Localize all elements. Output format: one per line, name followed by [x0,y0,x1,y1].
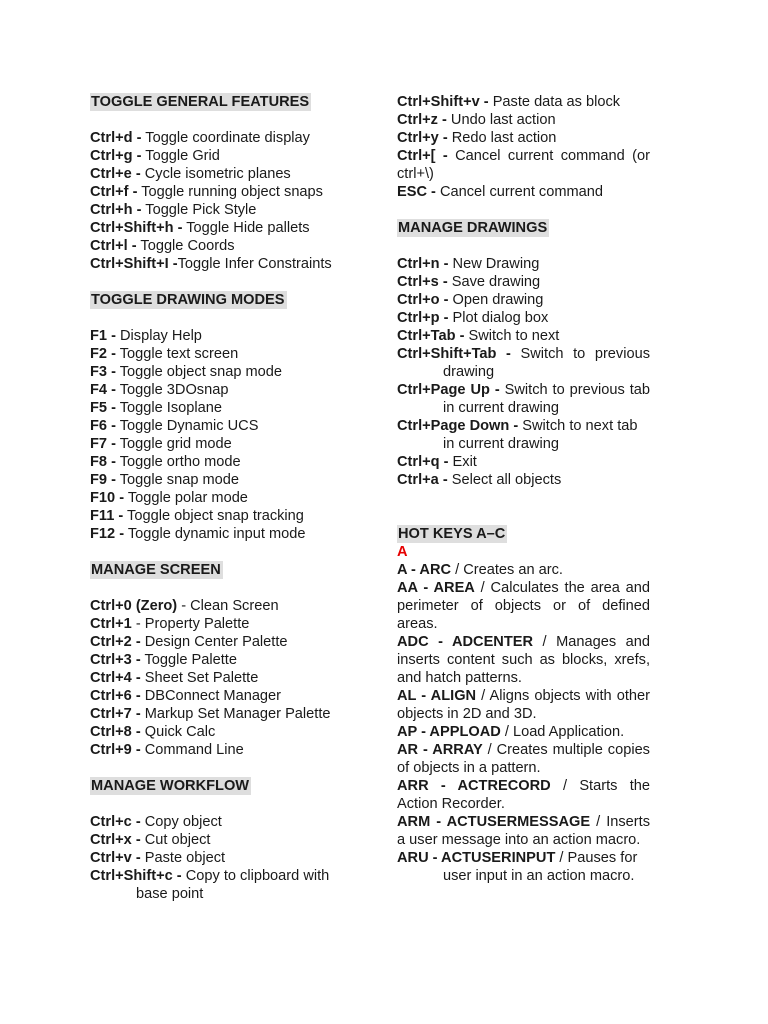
shortcut-item: Ctrl+Shift+c - Copy to clipboard with base point [90,868,330,902]
section-heading: HOT KEYS A–C [398,526,506,542]
shortcut-item: Ctrl+v - Paste object [90,850,226,866]
shortcut-item: Ctrl+c - Copy object [90,814,222,830]
section-toggle-general-features [90,93,352,273]
left-column [90,93,352,903]
shortcut-item: Ctrl+h - Toggle Pick Style [90,202,257,218]
shortcut-item: Ctrl+y - Redo last action [397,130,557,146]
shortcut-item: F9 - Toggle snap mode [90,472,240,488]
section-heading: MANAGE SCREEN [91,562,221,578]
right-column [397,93,650,885]
shortcut-item: Ctrl+9 - Command Line [90,742,244,758]
shortcut-item: Ctrl+Tab - Switch to next [397,328,560,344]
shortcut-item: Ctrl+o - Open drawing [397,292,544,308]
section-heading: TOGGLE GENERAL FEATURES [91,94,310,110]
shortcut-item: Ctrl+Shift+Tab - Switch to previous drawing [397,346,650,380]
shortcut-item: F10 - Toggle polar mode [90,490,248,506]
shortcut-item: Ctrl+2 - Design Center Palette [90,634,288,650]
shortcut-item: Ctrl+[ - Cancel current command (or ctrl+\) [397,148,650,182]
shortcut-item: Ctrl+8 - Quick Calc [90,724,216,740]
hotkey-item: A - ARC / Creates an arc. [397,562,563,578]
shortcut-item: Ctrl+z - Undo last action [397,112,556,128]
section-hot-keys [397,525,650,885]
letter-marker: A [397,544,408,560]
hotkey-item: AA - AREA / Calculates the area and perimeter of objects or of defined areas. [397,580,650,632]
shortcut-item: Ctrl+q - Exit [397,454,477,470]
section-heading: TOGGLE DRAWING MODES [91,292,285,308]
shortcut-item: Ctrl+7 - Markup Set Manager Palette [90,706,331,722]
shortcut-item: F7 - Toggle grid mode [90,436,232,452]
shortcut-item: F8 - Toggle ortho mode [90,454,241,470]
shortcut-item: F3 - Toggle object snap mode [90,364,283,380]
shortcut-item: Ctrl+g - Toggle Grid [90,148,220,164]
shortcut-item: Ctrl+n - New Drawing [397,256,540,272]
shortcut-item: F11 - Toggle object snap tracking [90,508,304,524]
shortcut-item: Ctrl+Page Up - Switch to previous tab in current drawing [397,382,650,416]
hotkey-item: ARR - ACTRECORD / Starts the Action Recorder. [397,778,650,812]
section-manage-workflow [90,777,352,903]
shortcut-item: F2 - Toggle text screen [90,346,239,362]
shortcut-item: Ctrl+6 - DBConnect Manager [90,688,282,704]
shortcut-item: F6 - Toggle Dynamic UCS [90,418,259,434]
section-manage-workflow-continued [397,93,650,201]
section-manage-drawings [397,219,650,489]
hotkey-item: ARM - ACTUSERMESSAGE / Inserts a user message into an action macro. [397,814,650,848]
shortcut-item: Ctrl+x - Cut object [90,832,211,848]
hotkey-item: AP - APPLOAD / Load Application. [397,724,625,740]
shortcut-item: Ctrl+s - Save drawing [397,274,541,290]
section-heading: MANAGE DRAWINGS [398,220,548,236]
shortcut-item: Ctrl+1 - Property Palette [90,616,250,632]
shortcut-item: Ctrl+Shift+v - Paste data as block [397,94,621,110]
shortcut-item: Ctrl+Page Down - Switch to next tab in current drawing [397,418,638,452]
shortcut-item: Ctrl+p - Plot dialog box [397,310,549,326]
shortcut-item: Ctrl+Shift+I -Toggle Infer Constraints [90,256,332,272]
shortcut-item: Ctrl+d - Toggle coordinate display [90,130,310,146]
shortcut-item: Ctrl+f - Toggle running object snaps [90,184,323,200]
shortcut-item: Ctrl+Shift+h - Toggle Hide pallets [90,220,310,236]
shortcut-item: Ctrl+e - Cycle isometric planes [90,166,291,182]
shortcut-item: Ctrl+0 (Zero) - Clean Screen [90,598,279,614]
shortcut-item: F12 - Toggle dynamic input mode [90,526,306,542]
shortcut-item: F4 - Toggle 3DOsnap [90,382,229,398]
shortcut-item: F1 - Display Help [90,328,202,344]
shortcut-item: Ctrl+a - Select all objects [397,472,562,488]
shortcut-item: Ctrl+3 - Toggle Palette [90,652,237,668]
hotkey-item: AR - ARRAY / Creates multiple copies of objects in a pattern. [397,742,650,776]
section-manage-screen [90,561,352,759]
shortcut-item: Ctrl+4 - Sheet Set Palette [90,670,259,686]
section-toggle-drawing-modes [90,291,352,543]
shortcut-item: ESC - Cancel current command [397,184,604,200]
hotkey-item: ARU - ACTUSERINPUT / Pauses for user input in an action macro. [397,850,638,884]
hotkey-item: AL - ALIGN / Aligns objects with other objects in 2D and 3D. [397,688,650,722]
shortcut-item: F5 - Toggle Isoplane [90,400,222,416]
shortcut-item: Ctrl+l - Toggle Coords [90,238,235,254]
hotkey-item: ADC - ADCENTER / Manages and inserts content such as blocks, xrefs, and hatch patterns. [397,634,650,686]
section-heading: MANAGE WORKFLOW [91,778,250,794]
